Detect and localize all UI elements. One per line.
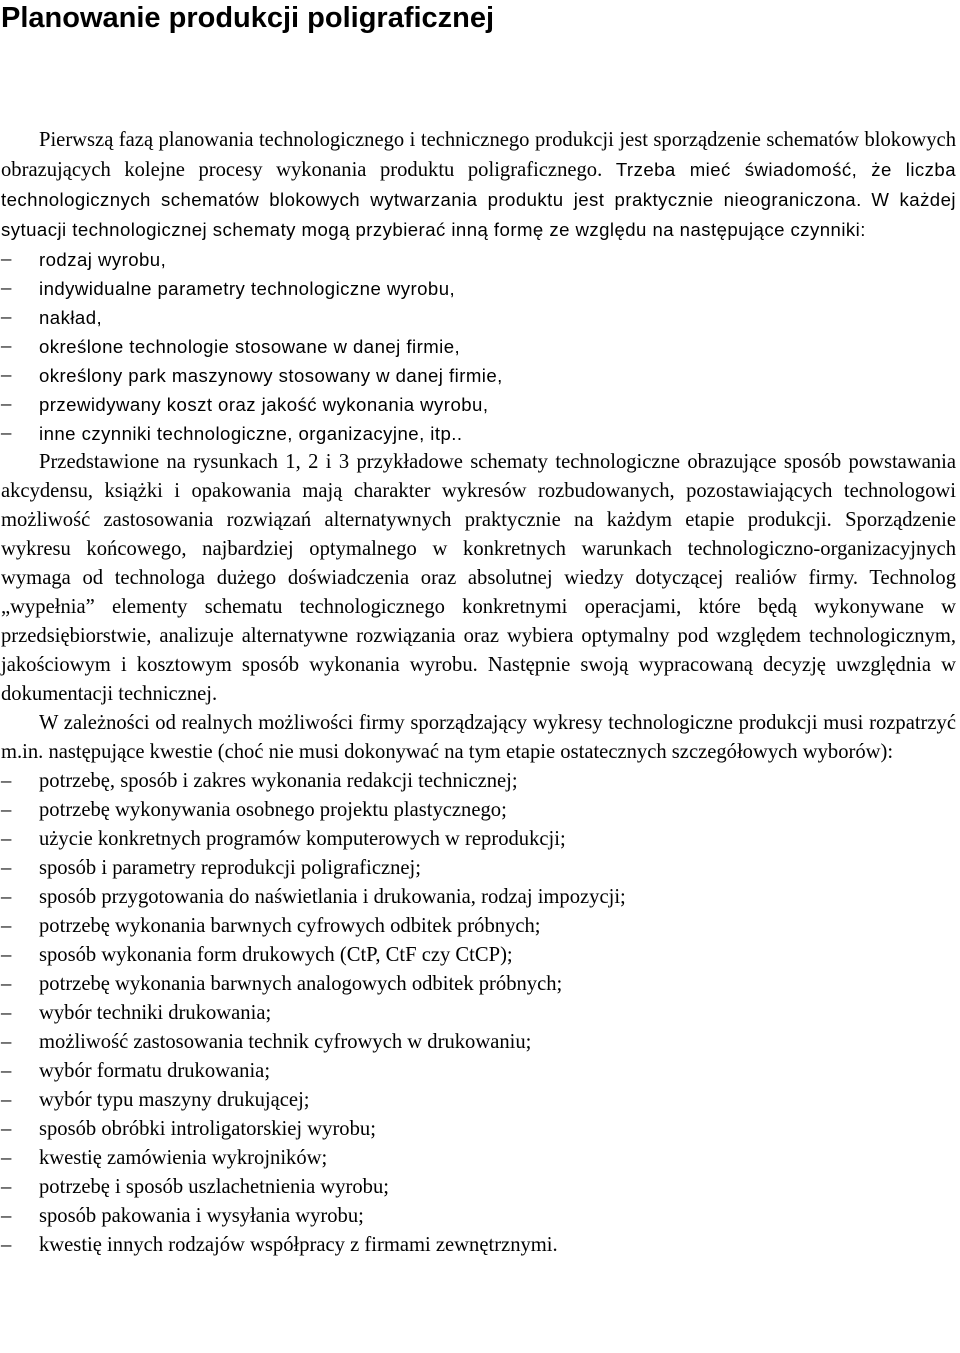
dash-marker: – [1,1234,12,1256]
list-item-text: potrzebę wykonania barwnych cyfrowych odbitek próbnych; [39,915,541,937]
list-item [1,1231,956,1260]
factors-list [1,245,956,448]
dash-marker: – [1,1089,12,1111]
list-item-text: sposób wykonania form drukowych (CtP, CtF czy CtCP); [39,944,513,966]
list-item [1,767,956,796]
dash-marker: – [1,1205,12,1227]
list-item [1,332,956,361]
list-item [1,825,956,854]
list-item-text: wybór formatu drukowania; [39,1060,271,1082]
document-body [1,126,956,1260]
list-item [1,1057,956,1086]
list-item-text: określony park maszynowy stosowany w danej firmie, [39,365,503,386]
list-item-text: użycie konkretnych programów komputerowych w reprodukcji; [39,828,566,850]
dash-marker: – [1,393,12,415]
page-title: Planowanie produkcji poligraficznej [1,2,495,34]
dash-marker: – [1,915,12,937]
list-item [1,912,956,941]
dash-marker: – [1,1176,12,1198]
list-item-text: przewidywany koszt oraz jakość wykonania wyrobu, [39,394,489,415]
dash-marker: – [1,857,12,879]
list-item [1,419,956,448]
list-item-text: kwestię innych rodzajów współpracy z firmami zewnętrznymi. [39,1234,558,1256]
list-item [1,1115,956,1144]
dash-marker: – [1,306,12,328]
list-item-text: sposób pakowania i wysyłania wyrobu; [39,1205,364,1227]
list-item [1,941,956,970]
issues-list [1,767,956,1260]
dash-marker: – [1,1147,12,1169]
dash-marker: – [1,1060,12,1082]
list-item [1,1086,956,1115]
list-item-text: nakład, [39,307,103,328]
list-item [1,303,956,332]
list-item [1,245,956,274]
intro-sentence-3: W każdej sytuacji technologicznej schematy mogą przybierać inną formę ze względu na następujące czynniki: [1,189,956,240]
list-item [1,796,956,825]
list-item [1,361,956,390]
list-item-text: potrzebę wykonania barwnych analogowych odbitek próbnych; [39,973,563,995]
dash-marker: – [1,422,12,444]
list-item-text: inne czynniki technologiczne, organizacyjne, itp.. [39,423,463,444]
dash-marker: – [1,799,12,821]
list-item [1,999,956,1028]
list-item-text: sposób przygotowania do naświetlania i drukowania, rodzaj impozycji; [39,886,626,908]
list-item [1,970,956,999]
intro-sentence-1: Pierwszą fazą planowania technologicznego i technicznego produkcji jest sporządzenie schematów blokowych obrazujących kolejne procesy wykonania produktu poligraficznego. [1,129,956,181]
dash-marker: – [1,335,12,357]
dash-marker: – [1,886,12,908]
dash-marker: – [1,1118,12,1140]
dash-marker: – [1,828,12,850]
list-item-text: rodzaj wyrobu, [39,249,167,270]
dash-marker: – [1,248,12,270]
list-item-text: potrzebę, sposób i zakres wykonania redakcji technicznej; [39,770,518,792]
list-item [1,390,956,419]
list-item [1,854,956,883]
list-item-text: możliwość zastosowania technik cyfrowych w drukowaniu; [39,1031,532,1053]
list-item [1,274,956,303]
list-item-text: określone technologie stosowane w danej firmie, [39,336,461,357]
dash-marker: – [1,944,12,966]
list-item-text: sposób obróbki introligatorskiej wyrobu; [39,1118,376,1140]
list-item-text: wybór techniki drukowania; [39,1002,272,1024]
intro-sentence-2: Trzeba mieć świadomość, że liczba technologicznych schematów blokowych wytwarzania produktu jest praktycznie nieograniczona. [1,159,956,210]
list-item [1,1144,956,1173]
list-item [1,883,956,912]
dash-marker: – [1,973,12,995]
list-item-text: sposób i parametry reprodukcji poligraficznej; [39,857,421,879]
list-item-text: kwestię zamówienia wykrojników; [39,1147,328,1169]
dash-marker: – [1,1002,12,1024]
list-item-text: potrzebę wykonywania osobnego projektu plastycznego; [39,799,507,821]
paragraph-issues-intro: W zależności od realnych możliwości firmy sporządzający wykresy technologiczne produkcji musi rozpatrzyć m.in. następujące kwestie (choć nie musi dokonywać na tym etapie ostatecznych szczegółowych wyborów): [1,712,956,763]
dash-marker: – [1,364,12,386]
dash-marker: – [1,770,12,792]
intro-paragraph [1,126,956,245]
list-item [1,1028,956,1057]
list-item-text: wybór typu maszyny drukującej; [39,1089,310,1111]
dash-marker: – [1,277,12,299]
paragraph-schemes: Przedstawione na rysunkach 1, 2 i 3 przykładowe schematy technologiczne obrazujące sposób powstawania akcydensu, książki i opakowania mają charakter wykresów rozbudowanych, pozostawiających technologowi możliwość zastosowania rozwiązań alternatywnych praktycznie na każdym etapie produkcji. Sporządzenie wykresu końcowego, najbardziej optymalnego w konkretnych warunkach technologiczno-organizacyjnych wymaga od technologa dużego doświadczenia oraz absolutnej wiedzy dotyczącej realiów firmy. Technolog „wypełnia” elementy schematu technologicznego konkretnymi operacjami, które będą wykonywane w przedsiębiorstwie, analizuje alternatywne rozwiązania oraz wybiera optymalny pod względem technologicznym, jakościowym i kosztowym sposób wykonania wyrobu. Następnie swoją wypracowaną decyzję uwzględnia w dokumentacji technicznej. [1,451,956,705]
list-item-text: indywidualne parametry technologiczne wyrobu, [39,278,456,299]
list-item [1,1202,956,1231]
list-item [1,1173,956,1202]
list-item-text: potrzebę i sposób uszlachetnienia wyrobu; [39,1176,389,1198]
dash-marker: – [1,1031,12,1053]
